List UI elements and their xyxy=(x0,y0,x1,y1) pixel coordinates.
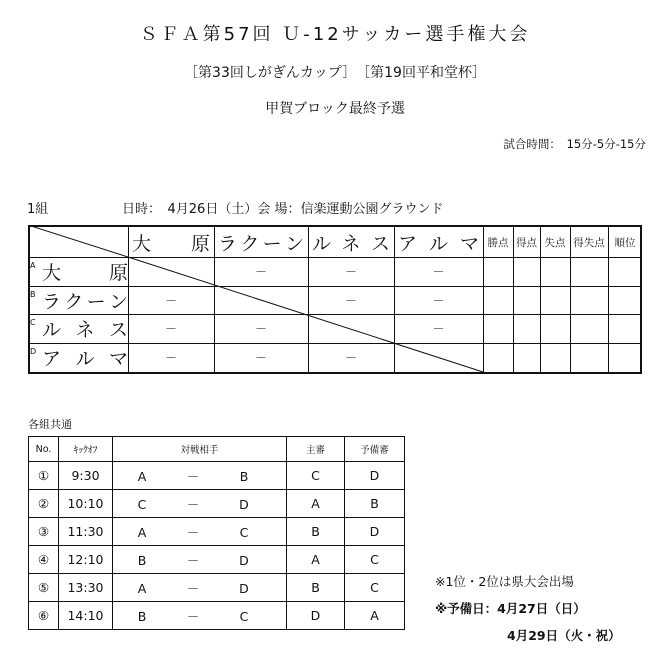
tournament-title: ＳＦＡ第57回 Ｕ-12サッカー選手権大会 xyxy=(139,24,531,45)
referee: A xyxy=(287,546,345,574)
stat-header: 得失点 xyxy=(573,236,605,249)
schedule-row xyxy=(29,574,405,602)
vs-separator: － xyxy=(186,552,200,568)
header-team-char: ル xyxy=(428,232,448,255)
kickoff-time: 11:30 xyxy=(59,518,113,546)
col-matchup: 対戦相手 xyxy=(113,437,287,462)
kickoff-time: 9:30 xyxy=(59,462,113,490)
reserve-referee: D xyxy=(345,462,405,490)
row-team-letter: B xyxy=(30,290,36,299)
diagonal-line xyxy=(28,225,128,257)
match-number: ④ xyxy=(29,546,59,574)
result-dash: － xyxy=(344,265,357,279)
kickoff-time: 10:10 xyxy=(59,490,113,518)
grid-row-line xyxy=(28,372,642,374)
row-team-char: ネ xyxy=(75,318,95,341)
header-team-char: ネ xyxy=(341,232,361,255)
header-team-char: ア xyxy=(398,232,418,255)
header-team-c xyxy=(312,227,390,257)
reserve-referee: D xyxy=(345,518,405,546)
matchup xyxy=(113,518,287,546)
away-team: C xyxy=(239,608,249,624)
result-dash: － xyxy=(432,294,445,308)
schedule-row xyxy=(29,462,405,490)
reserve-day-note: ※予備日：4月27日（日） xyxy=(435,601,586,616)
qualification-note: ※1位・2位は県大会出場 xyxy=(435,574,574,589)
result-dash: － xyxy=(164,351,177,365)
stat-header: 得点 xyxy=(516,236,537,249)
header-team-a xyxy=(132,227,210,257)
group-datetime-venue: 日時： 4月26日（土）会 場：信楽運動公園グラウンド xyxy=(122,202,444,217)
referee: B xyxy=(287,518,345,546)
stat-header: 順位 xyxy=(614,236,636,249)
col-referee: 主審 xyxy=(287,437,345,462)
result-dash: － xyxy=(432,322,445,336)
away-team: D xyxy=(239,580,249,596)
away-team: D xyxy=(239,552,249,568)
row-team-b xyxy=(42,286,128,314)
col-kickoff: ｷｯｸｵﾌ xyxy=(59,437,113,462)
vs-separator: － xyxy=(186,468,200,484)
schedule-row xyxy=(29,490,405,518)
vs-separator: － xyxy=(186,580,200,596)
schedule-header-row xyxy=(29,437,405,462)
result-dash: － xyxy=(254,351,267,365)
result-dash: － xyxy=(344,294,357,308)
row-team-d xyxy=(42,343,128,371)
col-reserve-referee: 予備審 xyxy=(345,437,405,462)
row-team-char: 原 xyxy=(108,261,128,284)
referee: A xyxy=(287,490,345,518)
home-team: B xyxy=(137,552,147,568)
result-dash: － xyxy=(432,265,445,279)
away-team: C xyxy=(239,524,249,540)
row-team-char: ク xyxy=(64,290,84,313)
away-team: B xyxy=(239,468,249,484)
home-team: A xyxy=(137,524,147,540)
schedule-table xyxy=(28,436,405,630)
row-team-letter: D xyxy=(30,347,37,356)
matchup xyxy=(113,546,287,574)
header-team-char: ー xyxy=(262,232,282,255)
row-team-char: ス xyxy=(108,318,128,341)
vs-separator: － xyxy=(186,608,200,624)
stat-header: 失点 xyxy=(544,236,566,249)
stat-header: 勝点 xyxy=(487,236,509,249)
home-team: C xyxy=(137,496,147,512)
group-label: 1組 xyxy=(27,202,49,217)
grid-col-line xyxy=(128,225,129,374)
header-team-char: マ xyxy=(459,232,479,255)
header-team-d xyxy=(398,227,479,257)
result-dash: － xyxy=(254,322,267,336)
kickoff-time: 14:10 xyxy=(59,602,113,630)
schedule-label: 各組共通 xyxy=(28,418,72,431)
referee: B xyxy=(287,574,345,602)
header-team-char: ラ xyxy=(218,232,238,255)
row-team-c xyxy=(42,314,128,342)
row-team-char: マ xyxy=(108,347,128,370)
away-team: D xyxy=(239,496,249,512)
schedule-row xyxy=(29,518,405,546)
reserve-referee: C xyxy=(345,574,405,602)
header-team-char: 原 xyxy=(190,232,210,255)
home-team: A xyxy=(137,468,147,484)
matchup xyxy=(113,462,287,490)
home-team: A xyxy=(137,580,147,596)
home-team: B xyxy=(137,608,147,624)
header-team-char: ル xyxy=(312,232,332,255)
match-time: 試合時間： 15分-5分-15分 xyxy=(503,137,646,151)
grid-col-line xyxy=(308,225,309,374)
reserve-day-note-2: 4月29日（火・祝） xyxy=(507,628,621,643)
kickoff-time: 13:30 xyxy=(59,574,113,602)
matchup xyxy=(113,490,287,518)
kickoff-time: 12:10 xyxy=(59,546,113,574)
referee: D xyxy=(287,602,345,630)
row-team-letter: A xyxy=(30,261,36,270)
match-number: ③ xyxy=(29,518,59,546)
tournament-subtitle: ［第33回しがぎんカップ］ ［第19回平和堂杯］ xyxy=(184,65,486,81)
result-dash: － xyxy=(344,351,357,365)
vs-separator: － xyxy=(186,524,200,540)
reserve-referee: B xyxy=(345,490,405,518)
row-team-char: ア xyxy=(42,347,62,370)
league-table xyxy=(28,225,642,373)
col-no: No. xyxy=(29,437,59,462)
match-number: ⑥ xyxy=(29,602,59,630)
matchup xyxy=(113,574,287,602)
result-dash: － xyxy=(164,294,177,308)
row-team-a xyxy=(42,257,128,285)
header-team-char: ス xyxy=(370,232,390,255)
row-team-char: ル xyxy=(75,347,95,370)
schedule-row xyxy=(29,546,405,574)
header-team-b xyxy=(218,227,304,257)
vs-separator: － xyxy=(186,496,200,512)
schedule-row xyxy=(29,602,405,630)
result-dash: － xyxy=(164,322,177,336)
row-team-char: 大 xyxy=(42,261,62,284)
grid-col-line xyxy=(394,225,395,374)
match-number: ① xyxy=(29,462,59,490)
reserve-referee: A xyxy=(345,602,405,630)
match-number: ⑤ xyxy=(29,574,59,602)
header-team-char: ン xyxy=(284,232,304,255)
row-team-char: ン xyxy=(108,290,128,313)
referee: C xyxy=(287,462,345,490)
row-team-char: ル xyxy=(42,318,62,341)
matchup xyxy=(113,602,287,630)
block-title: 甲賀ブロック最終予選 xyxy=(265,101,405,117)
match-number: ② xyxy=(29,490,59,518)
reserve-referee: C xyxy=(345,546,405,574)
result-dash: － xyxy=(254,265,267,279)
header-team-char: 大 xyxy=(132,232,152,255)
header-team-char: ク xyxy=(240,232,260,255)
row-team-char: ラ xyxy=(42,290,62,313)
grid-col-line xyxy=(214,225,215,374)
row-team-char: ー xyxy=(86,290,106,313)
row-team-letter: C xyxy=(30,318,36,327)
